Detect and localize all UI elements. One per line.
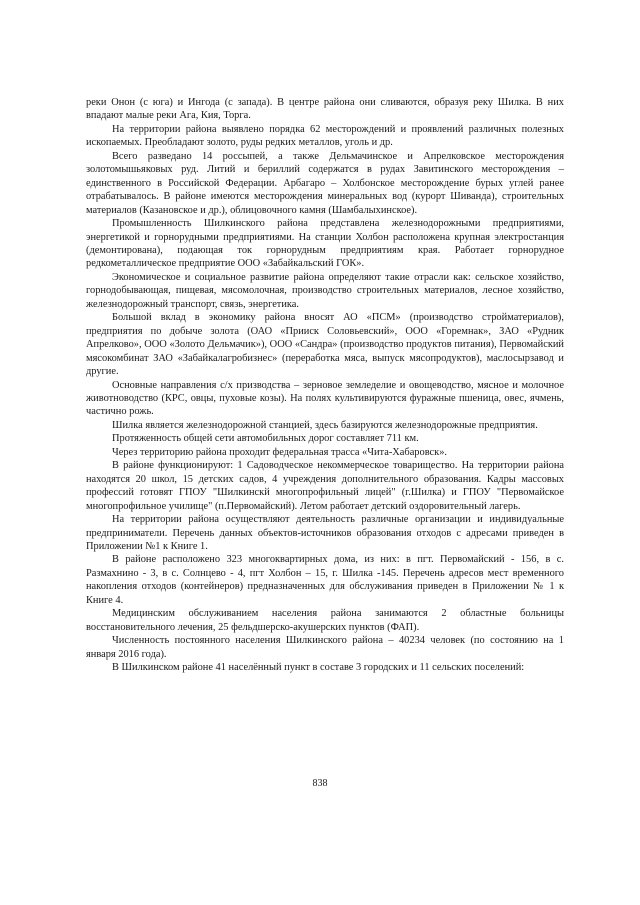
paragraph-railway: Шилка является железнодорожной станцией, здесь базируются железнодорожные предприятия. <box>112 419 538 431</box>
page-number: 838 <box>312 778 328 789</box>
paragraph-agriculture: Основные направления с/х призводства – зерновое земледелие и овощеводство, мясное и молочное животноводство (КРС, овцы, пуховые козы). На полях культивируются фуражные пшеница, овес, ячмень, частично рожь. <box>86 379 564 418</box>
paragraph-highway: Через территорию района проходит федеральная трасса «Чита-Хабаровск». <box>112 446 447 458</box>
paragraph-economy-sectors: Экономическое и социальное развитие района определяют такие отрасли как: сельское хозяйство, горнодобывающая, пищевая, мясомолочная, производство строительных материалов, лесное хозяйство, железнодорожный транспорт, связь, энергетика. <box>86 271 564 310</box>
paragraph-organizations: На территории района осуществляют деятельность различные организации и индивидуальные предприниматели. Перечень данных объектов-источников образования отходов с адресами приведен в Приложении №1 к Книге 1. <box>86 514 564 552</box>
paragraph-education: В районе функционируют: 1 Садоводческое некоммерческое товарищество. На территории района находятся 20 школ, 15 детских садов, 4 учреждения дополнительного образования. Кадры массовых профессий готовят ГПОУ "Шилкинскй многопрофильный лицей" (г.Шилка) и ГПОУ "Первомайское многопрофильное училище" (п.Первомайский). Летом работает детский оздоровительный лагерь. <box>86 460 564 512</box>
paragraph-population: Численность постоянного населения Шилкинского района – 40234 человек (по состоянию на 1 января 2016 года). <box>86 635 564 660</box>
paragraph-placers: Всего разведано 14 россыпей, а также Дельмачинское и Апрелковское месторождения золотомышьяковых руд. Литий и бериллий содержатся в рудах Завитинского месторождения – единственного в Российской Федерации. Арбагаро – Холбонское месторождение бурых углей ранее отрабатывалось. В районе имеются месторождения минеральных вод (курорт Шиванда), строительных материалов (Казановское и др.), облицовочного камня (Шамбалыхинское). <box>86 150 564 216</box>
paragraph-medical: Медицинским обслуживанием населения района занимаются 2 областные больницы восстановительного лечения, 25 фельдшерско-акушерских пунктов (ФАП). <box>86 608 564 633</box>
document-body <box>86 96 564 674</box>
paragraph-rivers: реки Онон (с юга) и Ингода (с запада). В центре района они сливаются, образуя реку Шилка. В них впадают малые реки Ага, Кия, Торга. <box>86 97 564 122</box>
paragraph-industry: Промышленность Шилкинского района представлена железнодорожными предприятиями, энергетикой и горнорудными предприятиями. На станции Холбон расположена крупная электростанция (демонтирована), подающая ток горнорудным предприятиям края. Работает горнорудное редкометаллическое предприятие ООО «Забайкальский ГОК». <box>86 218 564 270</box>
paragraph-settlements: В Шилкинском районе 41 населённый пункт в составе 3 городских и 11 сельских поселений: <box>112 662 525 674</box>
paragraph-housing: В районе расположено 323 многоквартирных дома, из них: в пгт. Первомайский - 156, в с. Размахнино - 3, в с. Солнцево - 4, пгт Холбон – 15, г. Шилка -145. Перечень адресов мест временного накопления отходов (контейнеров) предназначенных для обслуживания приведен в Приложении № 1 к Книге 4. <box>86 554 564 606</box>
paragraph-roads: Протяженность общей сети автомобильных дорог составляет 711 км. <box>112 433 419 445</box>
paragraph-enterprises: Большой вклад в экономику района вносят АО «ПСМ» (производство стройматериалов), предприятия по добыче золота (ОАО «Прииск Соловьевский», ООО «Горемнак», ЗАО «Рудник Апрелково», ООО «Золото Дельмачик»), ООО «Сандра» (производство продуктов питания), Первомайский мясокомбинат ЗАО «Забайкалагробизнес» (переработка мяса, выпуск мясопродуктов), маслосырзавод и другие. <box>86 312 564 378</box>
paragraph-deposits: На территории района выявлено порядка 62 месторождений и проявлений различных полезных ископаемых. Преобладают золото, руды редких металлов, уголь и др. <box>86 123 564 149</box>
